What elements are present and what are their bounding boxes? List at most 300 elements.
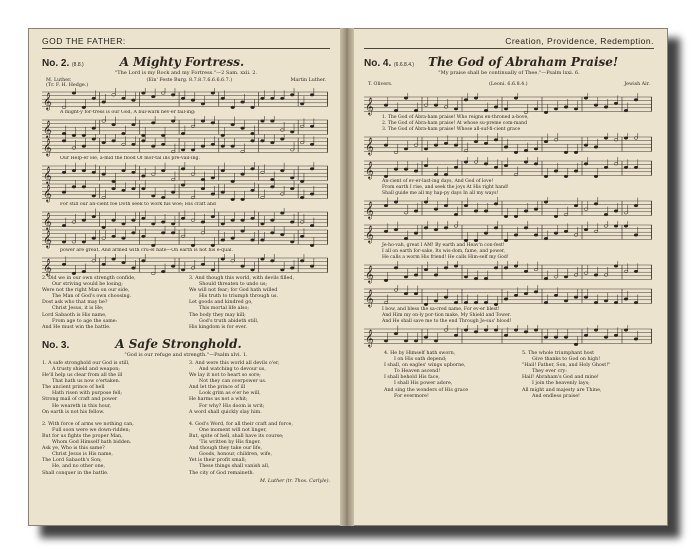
note-head	[211, 215, 215, 218]
verse-line: Look grim as e'er he will,	[199, 391, 261, 397]
hymn-4-lyric-line: I bow, and bless the sa-cred name, For ev-er blest!	[382, 307, 500, 312]
verse-line: He, and no other one,	[52, 464, 106, 470]
note-head	[524, 161, 528, 164]
note-head	[504, 267, 508, 270]
note-head	[634, 234, 638, 237]
verse-line: That hath us now o'ertaken.	[52, 379, 121, 385]
note-head	[251, 140, 255, 143]
note-head	[574, 108, 578, 111]
hymn-2-bass-staff	[42, 116, 330, 138]
note-head	[181, 168, 185, 171]
note-head	[251, 106, 255, 109]
clef-icon: 𝄞	[43, 166, 52, 184]
note-head	[434, 300, 438, 303]
note-head	[404, 340, 408, 343]
note-head	[171, 232, 175, 235]
verse-line: I shall, on eagles' wings upborne,	[384, 363, 466, 369]
hymn-4-lyric-line: He calls a worm His friend! He calls Him-self my God!	[382, 255, 509, 260]
note-head	[261, 120, 265, 123]
note-head	[594, 175, 598, 178]
note-head	[251, 168, 255, 171]
note-head	[201, 221, 205, 224]
note-head	[534, 291, 538, 294]
note-head	[132, 187, 136, 190]
note-head	[524, 149, 528, 152]
verse-line: These things shall vanish all,	[199, 464, 270, 470]
note-head	[634, 338, 638, 341]
hymn-4-verse-5	[522, 351, 654, 400]
note-head	[300, 260, 304, 263]
note-head	[62, 140, 66, 143]
note-head	[504, 108, 508, 111]
note-head	[594, 301, 598, 304]
note-head	[454, 166, 458, 169]
verse-line: I on His oath depend;	[394, 357, 447, 363]
verse-line: I shall His power adore,	[394, 381, 453, 387]
note-head	[494, 227, 498, 230]
note-head	[310, 244, 314, 247]
note-head	[594, 203, 598, 206]
note-head	[280, 97, 284, 100]
note-head	[504, 164, 508, 167]
verse-line: They ever cry:	[532, 369, 567, 375]
note-head	[414, 274, 418, 277]
note-head	[464, 161, 468, 164]
hymn-2-lyric-line: For still our an-cient foe Doth seek to work his woe; His craft and	[60, 202, 216, 207]
note-head	[201, 263, 205, 266]
note-head	[72, 186, 76, 189]
note-head	[92, 215, 96, 218]
note-head	[171, 223, 175, 226]
hymn-4-lyric-line: From earth I rise, and seek the joys At His right hand!	[382, 185, 509, 190]
hymn-4-lyric-line: 3. The God of Abra-ham praise! Whose all-suf-fi-cient grace	[382, 127, 521, 132]
note-head	[634, 204, 638, 207]
note-head	[534, 234, 538, 237]
note-head	[141, 92, 145, 95]
note-head	[261, 140, 265, 143]
note-head	[141, 187, 145, 190]
verse-line: Goods, honour, children, wife,	[199, 452, 273, 458]
note-head	[624, 298, 628, 301]
note-head	[464, 329, 468, 332]
verse-line: And though they take our life,	[189, 446, 262, 452]
note-head	[280, 212, 284, 215]
note-head	[384, 175, 388, 178]
note-head	[132, 143, 136, 146]
clef-icon: 𝄞	[365, 161, 374, 179]
note-head	[221, 258, 225, 261]
note-head	[132, 171, 136, 174]
note-head	[624, 137, 628, 140]
verse-line: Should threaten to undo us;	[199, 282, 268, 288]
verse-line: 4. God's Word, for all their craft and force,	[189, 421, 293, 427]
verse-line: Christ Jesus is His name,	[52, 452, 113, 458]
note-head	[504, 298, 508, 301]
note-head	[604, 336, 608, 339]
note-head	[424, 268, 428, 271]
note-head	[594, 274, 598, 277]
hymn-4-bass-staff	[364, 261, 654, 283]
note-head	[102, 263, 106, 266]
hymn-2-number: No. 2. (8.8.)	[42, 58, 84, 69]
clef-icon: 𝄞	[365, 289, 374, 307]
note-head	[604, 213, 608, 216]
clef-icon: 𝄞	[365, 201, 374, 219]
hymn-2-title: A Mighty Fortress.	[119, 55, 245, 69]
verse-line: For why? His doom is writ;	[199, 403, 265, 409]
note-head	[231, 237, 235, 240]
note-head	[544, 201, 548, 204]
note-head	[201, 103, 205, 106]
note-head	[634, 270, 638, 273]
hymn-4-bass-staff	[364, 325, 654, 347]
note-head	[384, 144, 388, 147]
note-head	[290, 267, 294, 270]
hymn-3-signature: M. Luther (tr. Thos. Carlyle).	[259, 478, 330, 484]
verse-line: The Man of God's own choosing.	[52, 294, 132, 300]
note-head	[290, 177, 294, 180]
note-head	[464, 99, 468, 102]
note-head	[474, 331, 478, 334]
verse-line: His truth to triumph through us.	[199, 294, 279, 300]
note-head	[112, 235, 116, 238]
hymn-4-lyric-line: 1. The God of Abra-ham praise! Who reigns en-throned a-bove,	[382, 115, 529, 120]
hymn-2-treble-staff	[42, 226, 330, 248]
note-head	[544, 277, 548, 280]
hymn-3-heading	[42, 337, 330, 351]
verse-line: He'll help us clear from all the ill	[42, 373, 123, 379]
note-head	[444, 204, 448, 207]
note-head	[404, 292, 408, 295]
note-head	[444, 142, 448, 145]
note-head	[574, 170, 578, 173]
note-head	[141, 175, 145, 178]
note-head	[280, 169, 284, 172]
hymn-2-bass-staff	[42, 162, 330, 184]
hymn-2-tune: (Ein' Feste Burg. 8.7.8.7.6.6.6.6.7.)	[146, 78, 233, 83]
note-head	[524, 331, 528, 334]
note-head	[151, 244, 155, 247]
note-head	[504, 146, 508, 149]
clef-icon: 𝄞	[365, 137, 374, 155]
note-head	[241, 265, 245, 268]
note-head	[161, 232, 165, 235]
note-head	[404, 168, 408, 171]
hymn-4-lyric-group	[364, 115, 654, 133]
note-head	[544, 301, 548, 304]
note-head	[310, 193, 314, 196]
clef-icon: 𝄞	[365, 97, 374, 115]
note-head	[554, 232, 558, 235]
verse-line: All might and majesty are Thine,	[522, 387, 602, 393]
hymn-2-bass-staff	[42, 254, 330, 276]
note-head	[161, 270, 165, 273]
note-head	[514, 215, 518, 218]
note-head	[141, 235, 145, 238]
note-head	[161, 221, 165, 224]
note-head	[584, 228, 588, 231]
hymn-4-lyric-line: And Him my on-ly por-tion make, My Shield and Tower.	[382, 313, 511, 318]
note-head	[554, 294, 558, 297]
hymn-3-number: No. 3.	[42, 339, 70, 351]
note-head	[624, 166, 628, 169]
note-head	[384, 279, 388, 282]
note-head	[62, 241, 66, 244]
note-head	[384, 230, 388, 233]
verse-line: Not they can overpower us.	[199, 379, 267, 385]
note-head	[241, 230, 245, 233]
note-head	[384, 340, 388, 343]
note-head	[534, 329, 538, 332]
note-head	[484, 232, 488, 235]
note-head	[132, 267, 136, 270]
hymn-4-title: The God of Abraham Praise!	[428, 55, 619, 69]
hymn-2-author: M. Luther. (Tr. F. H. Hedge.)	[46, 78, 89, 88]
clef-icon: 𝄞	[43, 120, 52, 138]
verse-line: We will not fear; for God hath willed	[189, 288, 278, 294]
hymn-4-tune: (Leoni. 6.6.8.4.)	[488, 82, 528, 87]
note-head	[161, 169, 165, 172]
note-head	[554, 108, 558, 111]
note-head	[524, 227, 528, 230]
hymn-2-heading	[42, 55, 330, 69]
verse-line: Christ Jesus, it is He;	[52, 306, 104, 312]
verse-line: The body they may kill;	[189, 312, 246, 318]
hymn-4-verse-4	[384, 351, 516, 400]
verse-line: And watching to devour us,	[199, 366, 266, 372]
hymn-3-verses-col-1	[42, 361, 183, 477]
hymn-4-lyric-line: I all on earth for-sake, Its wis-dom, fame, and power,	[382, 249, 506, 254]
note-head	[251, 189, 255, 192]
running-head-right: Creation, Providence, Redemption.	[364, 36, 654, 49]
note-head	[270, 186, 274, 189]
note-head	[112, 140, 116, 143]
hymn-4-bass-staff-svg	[364, 261, 652, 285]
note-head	[72, 272, 76, 275]
note-head	[241, 173, 245, 176]
note-head	[514, 97, 518, 100]
verse-line: His kingdom is for ever.	[189, 324, 248, 330]
note-head	[241, 219, 245, 222]
note-head	[564, 300, 568, 303]
hymn-4-lyric-group	[364, 307, 654, 325]
note-head	[211, 244, 215, 247]
note-head	[414, 170, 418, 173]
note-head	[394, 267, 398, 270]
hymn-4-composer: Jewish Air.	[624, 82, 650, 87]
note-head	[82, 106, 86, 109]
note-head	[251, 239, 255, 242]
note-head	[221, 239, 225, 242]
verse-line: Give thanks to God on high!	[532, 357, 601, 363]
note-head	[504, 239, 508, 242]
note-head	[464, 301, 468, 304]
note-head	[424, 336, 428, 339]
note-head	[211, 193, 215, 196]
note-head	[122, 261, 126, 264]
hymn-2-bass-staff-svg	[42, 254, 328, 278]
note-head	[310, 265, 314, 268]
note-head	[82, 145, 86, 148]
hymn-2-verse-3	[189, 276, 330, 331]
hymn-2-treble-staff	[42, 134, 330, 156]
note-head	[464, 276, 468, 279]
note-head	[424, 148, 428, 151]
clef-icon: 𝄞	[365, 265, 374, 283]
hymn-4-treble-staff	[364, 93, 654, 115]
note-head	[112, 187, 116, 190]
note-head	[300, 196, 304, 199]
note-head	[574, 204, 578, 207]
note-head	[514, 329, 518, 332]
hymn-3-title: A Safe Stronghold.	[115, 336, 242, 351]
note-head	[241, 198, 245, 201]
note-head	[62, 171, 66, 174]
note-head	[211, 269, 215, 272]
note-head	[424, 201, 428, 204]
verse-line: One moment will not linger,	[199, 427, 267, 433]
note-head	[454, 108, 458, 111]
note-head	[414, 109, 418, 112]
note-head	[424, 303, 428, 306]
note-head	[584, 334, 588, 337]
note-head	[72, 92, 76, 95]
note-head	[614, 102, 618, 105]
hymn-2-bass-staff	[42, 208, 330, 230]
note-head	[624, 225, 628, 228]
note-head	[484, 210, 488, 213]
note-head	[584, 296, 588, 299]
note-head	[454, 334, 458, 337]
note-head	[191, 149, 195, 152]
hymn-4-heading	[364, 55, 654, 69]
note-head	[454, 265, 458, 268]
hymn-3-verses	[42, 361, 330, 477]
note-head	[484, 329, 488, 332]
note-head	[384, 104, 388, 107]
note-head	[300, 103, 304, 106]
note-head	[92, 237, 96, 240]
note-head	[404, 276, 408, 279]
note-head	[261, 97, 265, 100]
note-head	[171, 191, 175, 194]
note-head	[251, 217, 255, 220]
note-head	[231, 123, 235, 126]
note-head	[181, 184, 185, 187]
note-head	[474, 210, 478, 213]
verse-line: To Heaven ascend!	[394, 369, 441, 375]
verse-line: 1. A safe stronghold our God is still,	[42, 360, 130, 366]
note-head	[181, 97, 185, 100]
hymn-2-treble-staff-svg	[42, 226, 328, 250]
note-head	[624, 329, 628, 332]
note-head	[604, 300, 608, 303]
note-head	[494, 329, 498, 332]
note-head	[424, 164, 428, 167]
note-head	[82, 219, 86, 222]
note-head	[404, 237, 408, 240]
verse-line: For evermore!	[394, 393, 429, 399]
note-head	[231, 145, 235, 148]
note-head	[484, 163, 488, 166]
note-head	[394, 228, 398, 231]
note-head	[454, 301, 458, 304]
note-head	[434, 208, 438, 211]
note-head	[464, 239, 468, 242]
note-head	[434, 228, 438, 231]
note-head	[112, 258, 116, 261]
note-head	[231, 198, 235, 201]
note-head	[92, 127, 96, 130]
clef-icon: 𝄞	[43, 184, 52, 202]
note-head	[534, 108, 538, 111]
note-head	[241, 101, 245, 104]
note-head	[290, 131, 294, 134]
note-head	[564, 151, 568, 154]
note-head	[524, 292, 528, 295]
note-head	[564, 230, 568, 233]
note-head	[444, 173, 448, 176]
note-head	[404, 97, 408, 100]
note-head	[554, 170, 558, 173]
note-head	[82, 186, 86, 189]
hymn-2-treble-staff	[42, 180, 330, 202]
note-head	[221, 145, 225, 148]
note-head	[604, 106, 608, 109]
note-head	[261, 223, 265, 226]
verse-line: 2. With force of arms we nothing can,	[42, 421, 134, 427]
note-head	[132, 123, 136, 126]
note-head	[614, 225, 618, 228]
verse-line: I join the heavenly lays;	[532, 381, 590, 387]
note-head	[82, 241, 86, 244]
note-head	[241, 127, 245, 130]
hymn-4-author: T. Olivers.	[368, 82, 393, 87]
note-head	[171, 94, 175, 97]
note-head	[151, 95, 155, 98]
verse-line: "Hail! Father, Son, and Holy Ghost!"	[522, 363, 611, 369]
hymn-4-treble-staff	[364, 221, 654, 243]
verse-line: 'Tis written by His finger.	[199, 440, 261, 446]
hymn-4-treble-staff	[364, 157, 654, 179]
note-head	[614, 265, 618, 268]
note-head	[534, 163, 538, 166]
note-head	[211, 143, 215, 146]
note-head	[494, 303, 498, 306]
note-head	[394, 201, 398, 204]
note-head	[434, 274, 438, 277]
note-head	[201, 145, 205, 148]
note-head	[112, 219, 116, 222]
hymn-2-treble-staff	[42, 88, 330, 110]
note-head	[270, 120, 274, 123]
note-head	[211, 177, 215, 180]
note-head	[574, 296, 578, 299]
note-head	[584, 144, 588, 147]
hymn-4-bass-staff-svg	[364, 197, 652, 221]
verse-line: 2. Did we in our own strength confide,	[42, 276, 136, 281]
note-head	[221, 97, 225, 100]
note-head	[474, 140, 478, 143]
note-head	[574, 343, 578, 346]
note-head	[594, 104, 598, 107]
hymn-3-epigraph: "God is our refuge and strength."—Psalm xlvi. 1.	[124, 351, 248, 358]
hymn-4-treble-staff	[364, 285, 654, 307]
note-head	[534, 208, 538, 211]
hymn-2-treble-staff-svg	[42, 180, 328, 204]
note-head	[494, 267, 498, 270]
note-head	[444, 267, 448, 270]
